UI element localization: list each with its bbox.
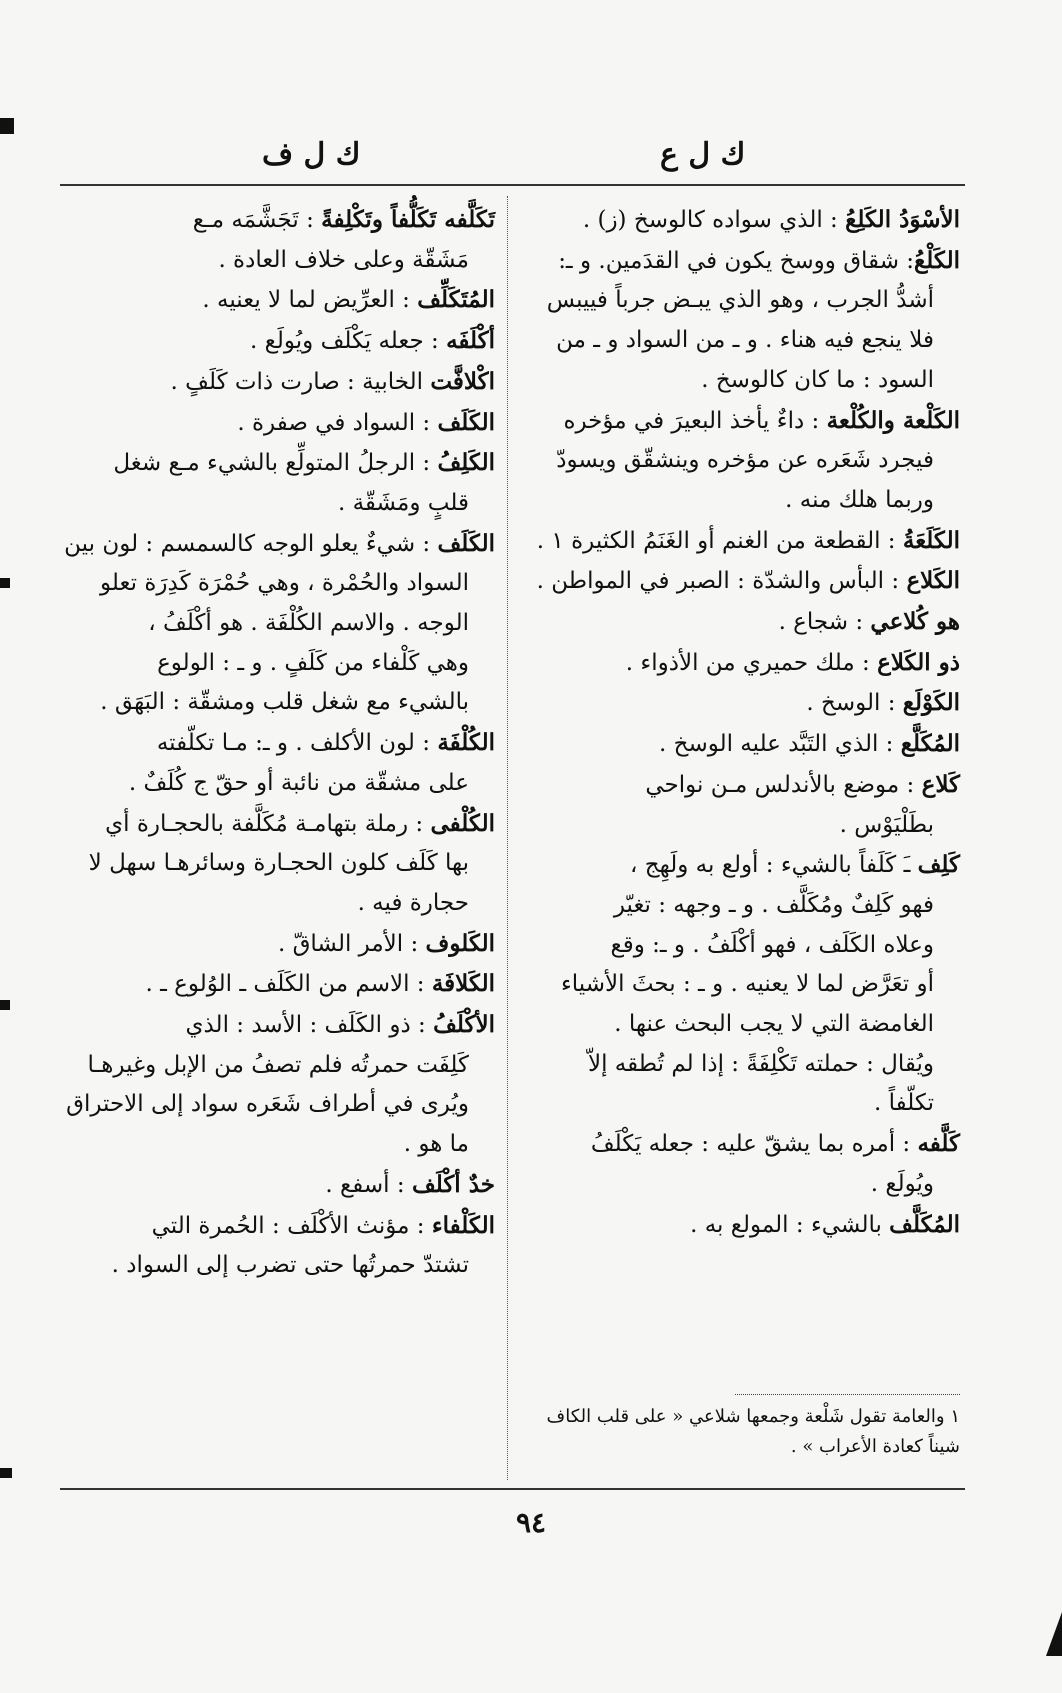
headword: الكَلِفُ	[437, 449, 495, 477]
scan-mark	[0, 118, 14, 134]
definition-continuation: تكلّفاً .	[874, 1090, 934, 1117]
definition-text: : رملة بتهامـة مُكَلَّفة بالحجـارة أي	[105, 810, 431, 837]
definition-continuation: ويُولَع .	[870, 1170, 934, 1197]
headword: كَلَّفه	[917, 1130, 960, 1158]
definition-continuation: السود : ما كان كالوسخ .	[701, 366, 934, 393]
dictionary-entry	[60, 1005, 495, 1046]
headword: الكَلَف	[437, 408, 495, 436]
definition-text: : مؤنث الأكْلَف : الحُمرة التي	[151, 1212, 432, 1239]
definition-continuation: ويُقال : حملته تَكْلِفَةً : إذا لم تُطقه إلاّ	[587, 1050, 934, 1077]
definition-text: : شجاع .	[778, 609, 871, 636]
headword: الكَوْلَع	[902, 689, 960, 717]
dictionary-entry	[520, 200, 960, 241]
right-column	[520, 200, 960, 1245]
definition-text: ـَ كَلَفاً بالشيء : أولع به ولَهِج ،	[630, 852, 918, 879]
dictionary-entry	[520, 561, 960, 602]
definition-continuation: وعلاه الكَلَف ، فهو أكْلَفُ . و ـ: وقع	[610, 931, 934, 958]
footnote: ١ والعامة تقول شَلْعة وجمعها شلاعي « على قلب الكاف شيناً كعادة الأعراب » .	[546, 1406, 960, 1457]
definition-text: بالشيء : المولع به .	[690, 1211, 890, 1238]
dictionary-entry	[520, 241, 960, 282]
footnote-rule	[735, 1394, 960, 1395]
page-number: ٩٤	[515, 1506, 547, 1539]
scan-mark	[0, 1468, 12, 1478]
headword: أكْلَفَه	[446, 327, 495, 355]
dictionary-entry	[60, 804, 495, 845]
definition-continuation: مَشَقّة وعلى خلاف العادة .	[218, 246, 469, 273]
definition-text: : تَجَشَّمَه مـع	[192, 207, 322, 233]
definition-continuation: حجارة فيه .	[357, 889, 469, 916]
dictionary-entry	[520, 1124, 960, 1165]
definition-continuation: فلا ينجع فيه هناء . و ـ من السواد و ـ من	[556, 327, 934, 354]
definition-continuation: ويُرى في أطراف شَعَره سواد إلى الاحتراق	[66, 1091, 469, 1118]
dictionary-entry	[60, 964, 495, 1005]
definition-text: : ذو الكَلَف : الأسد : الذي	[185, 1012, 434, 1039]
definition-text: : شقاق ووسخ يكون في القدَمين. و ـ:	[558, 247, 915, 274]
definition-text: : ملك حميري من الأذواء .	[625, 649, 878, 676]
definition-continuation: بها كَلَف كلون الحجـارة وسائرهـا سهل لا	[88, 850, 469, 877]
dictionary-entry	[520, 401, 960, 442]
definition-continuation: وربما هلك منه .	[785, 486, 934, 513]
definition-text: : أسفع .	[325, 1171, 412, 1198]
headword: الأكْلَفُ	[433, 1011, 495, 1039]
dictionary-entry	[60, 321, 495, 362]
definition-text: : الوسخ .	[806, 690, 903, 717]
dictionary-entry	[520, 724, 960, 765]
definition-continuation: قلبٍ ومَشَقّة .	[337, 489, 469, 516]
headword: الأسْوَدُ الكَلِعُ	[845, 206, 960, 233]
header-root-left: ك ل ف	[262, 137, 361, 172]
headword: المُكَلَّع	[900, 730, 960, 758]
definition-continuation: الغامضة التي لا يجب البحث عنها .	[614, 1011, 934, 1038]
dictionary-entry	[60, 723, 495, 764]
definition-text: : شيءٌ يعلو الوجه كالسمسم : لون بين	[64, 530, 438, 557]
dictionary-entry	[60, 200, 495, 241]
left-column	[60, 200, 495, 1286]
dictionary-entry	[520, 765, 960, 806]
dictionary-entry	[60, 924, 495, 965]
headword: الكَلَعَةُ	[902, 526, 960, 554]
bottom-rule	[60, 1488, 965, 1490]
scan-mark	[0, 578, 10, 588]
headword: هو كُلاعي	[870, 608, 960, 636]
definition-continuation: ما هو .	[403, 1131, 469, 1158]
dictionary-entry	[60, 524, 495, 565]
definition-text: : البأس والشدّة : الصبر في المواطن .	[536, 568, 907, 595]
definition-text: : جعله يَكْلَف ويُولَع .	[250, 328, 447, 355]
definition-text: : موضع بالأندلس مـن نواحي	[645, 771, 922, 798]
definition-text: : السواد في صفرة .	[237, 409, 438, 436]
header-root-right: ك ل ع	[660, 137, 746, 172]
definition-continuation: فيجرد شَعَره عن مؤخره وينشقّق ويسودّ	[556, 447, 934, 474]
headword: كَلاع	[921, 770, 960, 798]
definition-text: : الذي التَبَّد عليه الوسخ .	[658, 731, 901, 758]
headword: المُكَلَّف	[889, 1210, 960, 1238]
definition-text: : أمره بما يشقّ عليه : جعله يَكْلَفُ	[590, 1131, 918, 1158]
headword: الكَلوف	[425, 929, 495, 957]
definition-text: الخابية : صارت ذات كَلَفٍ .	[170, 368, 431, 395]
top-rule	[60, 184, 965, 186]
dictionary-entry	[60, 1206, 495, 1247]
definition-text: : العرِّيض لما لا يعنيه .	[202, 287, 418, 314]
headword: الكَلاع	[906, 567, 960, 595]
dictionary-entry	[60, 280, 495, 321]
dictionary-entry	[520, 1205, 960, 1246]
headword: الكَلْفاء	[431, 1211, 495, 1239]
dictionary-entry	[520, 643, 960, 684]
dictionary-entry	[520, 845, 960, 886]
definition-text: : الأمر الشاقّ .	[277, 930, 426, 957]
headword: تَكَلَّفه تَكَلُّفاً وتَكْلِفةً	[321, 206, 495, 233]
headword: الكَلْعة والكُلْعة	[826, 406, 960, 434]
headword: الكَلافَة	[431, 970, 495, 998]
definition-continuation: بالشيء مع شغل قلب ومشقّة : البَهَق .	[100, 689, 469, 716]
dictionary-entry	[60, 443, 495, 484]
definition-text: : القطعة من الغنم أو الغَنَمُ الكثيرة ١ .	[536, 527, 903, 554]
headword: ذو الكَلاع	[877, 648, 960, 676]
dictionary-entry	[520, 521, 960, 562]
definition-text: : داءٌ يأخذ البعيرَ في مؤخره	[563, 407, 827, 434]
headword: الكَلَف	[437, 529, 495, 557]
dictionary-entry	[60, 362, 495, 403]
scan-mark	[0, 1000, 10, 1010]
headword: اكْلافَّت	[430, 367, 495, 395]
definition-continuation: وهي كَلْفاء من كَلَفٍ . و ـ : الولوع	[157, 649, 469, 676]
definition-text: : لون الأكلف . و ـ: مـا تكلّفته	[156, 730, 438, 757]
definition-continuation: بطَلْيَوْس .	[839, 811, 934, 838]
definition-text: : الرجلُ المتولِّع بالشيء مـع شغل	[113, 450, 438, 477]
headword: المُتَكَلِّف	[417, 286, 495, 314]
definition-text: : الذي سواده كالوسخ (ز) .	[582, 207, 846, 233]
definition-text: : الاسم من الكَلَف ـ الوُلوع ـ .	[145, 971, 432, 998]
headword: الكَلْعُ	[914, 246, 960, 274]
headword: كَلِف	[917, 851, 960, 879]
definition-continuation: كَلِفَت حمرتُه فلم تصفُ من الإبل وغيرهـا	[87, 1051, 469, 1078]
definition-continuation: أشدُّ الجرب ، وهو الذي يبـض جرباً فييبس	[546, 287, 934, 314]
dictionary-entry	[520, 602, 960, 643]
dictionary-entry	[60, 403, 495, 444]
definition-continuation: أو تعَرَّض لما لا يعنيه . و ـ : بحثَ الأشياء	[560, 971, 934, 998]
headword: خدٌ أكْلَف	[411, 1170, 495, 1198]
definition-continuation: السواد والحُمْرة ، وهي حُمْرَة كَدِرَة تعلو	[100, 570, 469, 597]
definition-continuation: تشتدّ حمرتُها حتى تضرب إلى السواد .	[111, 1252, 469, 1279]
dictionary-entry	[520, 683, 960, 724]
definition-continuation: على مشقّة من نائبة أو حقّ ج كُلَفٌ .	[128, 769, 469, 796]
definition-continuation: الوجه . والاسم الكُلْفَة . هو أكْلَفُ ،	[148, 610, 469, 637]
column-divider	[507, 196, 508, 1480]
definition-continuation: فهو كَلِفٌ ومُكَلَّف . و ـ وجهه : تغيّر	[613, 891, 934, 918]
headword: الكُلْفى	[430, 809, 495, 837]
dictionary-entry	[60, 1165, 495, 1206]
scan-mark	[1046, 1612, 1062, 1656]
headword: الكُلْفَة	[437, 729, 495, 757]
